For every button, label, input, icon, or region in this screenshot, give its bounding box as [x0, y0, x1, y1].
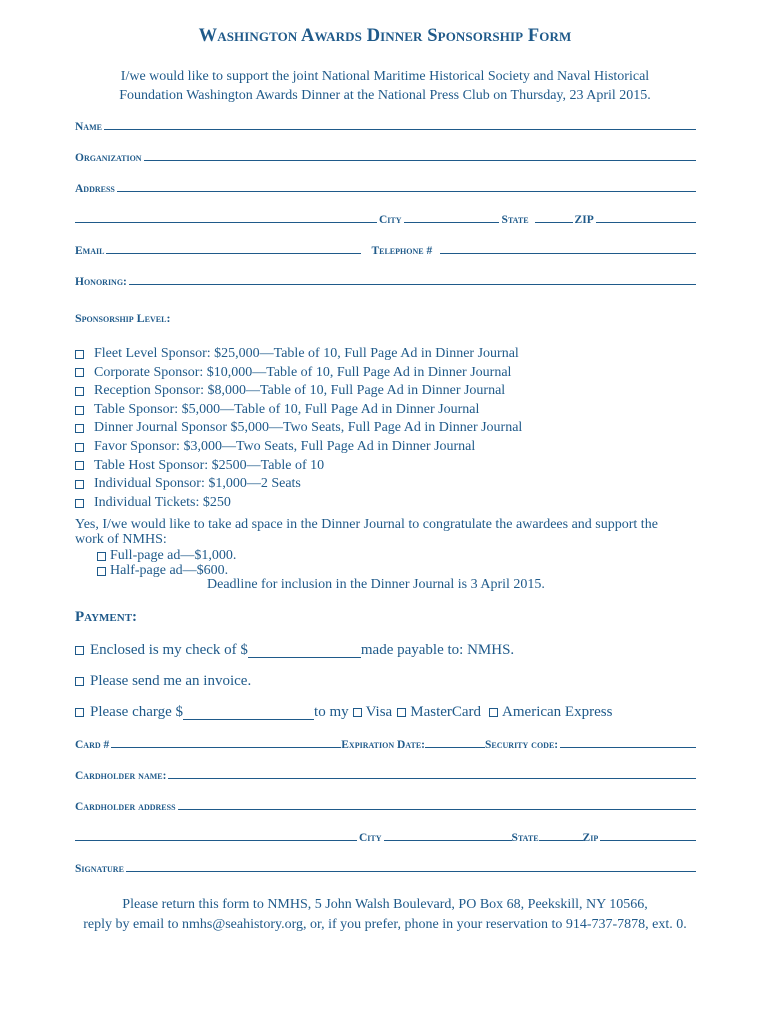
checkbox-icon[interactable]: [75, 499, 84, 508]
full-page-ad-label: Full-page ad—$1,000.: [110, 548, 237, 563]
amex-checkbox-icon[interactable]: [489, 708, 498, 717]
charge-amount-field[interactable]: [183, 706, 314, 720]
cardholder-city-row: [75, 829, 696, 844]
checkbox-icon[interactable]: [75, 646, 84, 655]
sponsorship-level-label: Table Host Sponsor: $2500—Table of 10: [94, 457, 325, 473]
sponsorship-level-item[interactable]: [75, 457, 522, 476]
cardholder-name-row: [75, 767, 696, 782]
sponsorship-level-label: Fleet Level Sponsor: $25,000—Table of 10, Full Page Ad in Dinner Journal: [94, 346, 519, 361]
cardholder-name-label: Cardholder name:: [75, 770, 167, 782]
zip-label: ZIP: [574, 214, 594, 226]
invoice-option: [75, 673, 251, 690]
sponsorship-level-label: Corporate Sponsor: $10,000—Table of 10, Full Page Ad in Dinner Journal: [94, 364, 512, 380]
security-label: Security code:: [485, 739, 559, 751]
checkbox-icon[interactable]: [75, 368, 84, 377]
state-label: State: [501, 214, 529, 226]
telephone-field[interactable]: [440, 242, 696, 254]
card-number-field[interactable]: [111, 736, 341, 748]
checkbox-icon[interactable]: [97, 552, 106, 561]
organization-field[interactable]: [144, 149, 696, 161]
honoring-field[interactable]: [129, 273, 696, 285]
cardholder-address-field[interactable]: [178, 798, 696, 810]
charge-option: [75, 704, 612, 721]
checkbox-icon[interactable]: [75, 350, 84, 359]
checkbox-icon[interactable]: [75, 387, 84, 396]
card-row: [75, 736, 696, 751]
amex-label: American Express: [502, 704, 613, 720]
sponsorship-level-item[interactable]: [75, 419, 522, 438]
email-label: Email: [75, 245, 105, 257]
state-field[interactable]: [535, 211, 573, 223]
mastercard-label: MasterCard: [410, 704, 482, 720]
checkbox-icon[interactable]: [75, 406, 84, 415]
address-label: Address: [75, 183, 115, 195]
cardholder-name-field[interactable]: [168, 767, 696, 779]
check-option: [75, 642, 514, 659]
sponsorship-heading: Sponsorship Level:: [75, 311, 171, 325]
mastercard-checkbox-icon[interactable]: [397, 708, 406, 717]
sponsorship-level-label: Favor Sponsor: $3,000—Two Seats, Full Page Ad in Dinner Journal: [94, 438, 476, 454]
signature-row: [75, 860, 696, 875]
intro-line-1: I/we would like to support the joint National Maritime Historical Society and Naval Historical: [120, 69, 650, 84]
sponsorship-level-item[interactable]: [75, 382, 522, 401]
zip-field[interactable]: [596, 211, 696, 223]
footer-line-2: reply by email to nmhs@seahistory.org, or, if you prefer, phone in your reservation to 914-737-7878, ext. 0.: [83, 917, 687, 932]
address-field[interactable]: [117, 180, 696, 192]
sponsorship-level-label: Reception Sponsor: $8,000—Table of 10, Full Page Ad in Dinner Journal: [94, 383, 506, 399]
name-row: [75, 118, 696, 133]
telephone-label: Telephone #: [371, 245, 433, 257]
city-field[interactable]: [404, 211, 499, 223]
cardholder-address-line-2-field[interactable]: [75, 829, 357, 841]
cardholder-city-label: City: [359, 832, 382, 844]
visa-checkbox-icon[interactable]: [353, 708, 362, 717]
expiration-label: Expiration Date:: [341, 739, 425, 751]
checkbox-icon[interactable]: [75, 424, 84, 433]
charge-prefix: Please charge $: [90, 704, 184, 720]
organization-label: Organization: [75, 152, 142, 164]
footer-line-1: Please return this form to NMHS, 5 John Walsh Boulevard, PO Box 68, Peekskill, NY 10566,: [122, 897, 648, 912]
cardholder-address-row: [75, 798, 696, 813]
security-code-field[interactable]: [560, 736, 696, 748]
cardholder-zip-field[interactable]: [600, 829, 696, 841]
form-title: Washington Awards Dinner Sponsorship Form: [198, 26, 572, 46]
sponsorship-level-label: Table Sponsor: $5,000—Table of 10, Full Page Ad in Dinner Journal: [94, 401, 480, 417]
intro-text: [60, 67, 710, 105]
honoring-label: Honoring:: [75, 276, 127, 288]
cardholder-zip-label: Zip: [582, 832, 599, 844]
checkbox-icon[interactable]: [75, 480, 84, 489]
cardholder-city-field[interactable]: [384, 829, 512, 841]
charge-to-label: to my: [314, 704, 349, 720]
sponsorship-level-item[interactable]: [75, 475, 522, 494]
expiration-field[interactable]: [425, 736, 485, 748]
checkbox-icon[interactable]: [75, 677, 84, 686]
address-line-2-field[interactable]: [75, 211, 377, 223]
signature-field[interactable]: [126, 860, 696, 872]
half-page-ad-label: Half-page ad—$600.: [110, 563, 229, 578]
visa-label: Visa: [365, 704, 393, 720]
name-label: Name: [75, 121, 102, 133]
organization-row: [75, 149, 696, 164]
cardholder-state-label: State: [511, 832, 539, 844]
invoice-label: Please send me an invoice.: [90, 673, 252, 689]
sponsorship-level-list: [75, 345, 522, 512]
check-amount-field[interactable]: [248, 644, 361, 658]
cardholder-state-field[interactable]: [539, 829, 583, 841]
signature-label: Signature: [75, 863, 124, 875]
honoring-row: [75, 273, 696, 288]
intro-line-2: Foundation Washington Awards Dinner at the National Press Club on Thursday, 23 April 2015.: [119, 88, 651, 103]
ad-deadline: Deadline for inclusion in the Dinner Journal is 3 April 2015.: [207, 577, 545, 592]
checkbox-icon[interactable]: [75, 443, 84, 452]
sponsorship-level-label: Dinner Journal Sponsor $5,000—Two Seats, Full Page Ad in Dinner Journal: [94, 420, 523, 436]
sponsorship-level-label: Individual Sponsor: $1,000—2 Seats: [94, 476, 301, 492]
email-telephone-row: [75, 242, 696, 257]
name-field[interactable]: [104, 118, 696, 130]
payment-heading: Payment:: [75, 609, 138, 625]
ad-space-text: Yes, I/we would like to take ad space in the Dinner Journal to congratulate the awardees and support the work of NMHS:: [75, 517, 658, 547]
email-field[interactable]: [106, 242, 361, 254]
sponsorship-level-item[interactable]: [75, 345, 522, 364]
sponsorship-level-item[interactable]: [75, 494, 522, 513]
address-row: [75, 180, 696, 195]
check-suffix: made payable to: NMHS.: [360, 642, 515, 658]
full-page-ad-option[interactable]: [97, 548, 236, 564]
checkbox-icon[interactable]: [75, 461, 84, 470]
check-prefix: Enclosed is my check of $: [90, 642, 248, 658]
sponsorship-level-label: Individual Tickets: $250: [94, 494, 231, 510]
city-state-zip-row: [75, 211, 696, 226]
return-instructions: [40, 895, 730, 935]
city-label: City: [379, 214, 402, 226]
cardholder-address-label: Cardholder address: [75, 801, 176, 813]
sponsorship-level-item[interactable]: [75, 401, 522, 420]
checkbox-icon[interactable]: [75, 708, 84, 717]
sponsorship-level-item[interactable]: [75, 438, 522, 457]
card-label: Card #: [75, 739, 110, 751]
sponsorship-level-item[interactable]: [75, 364, 522, 383]
checkbox-icon[interactable]: [97, 567, 106, 576]
